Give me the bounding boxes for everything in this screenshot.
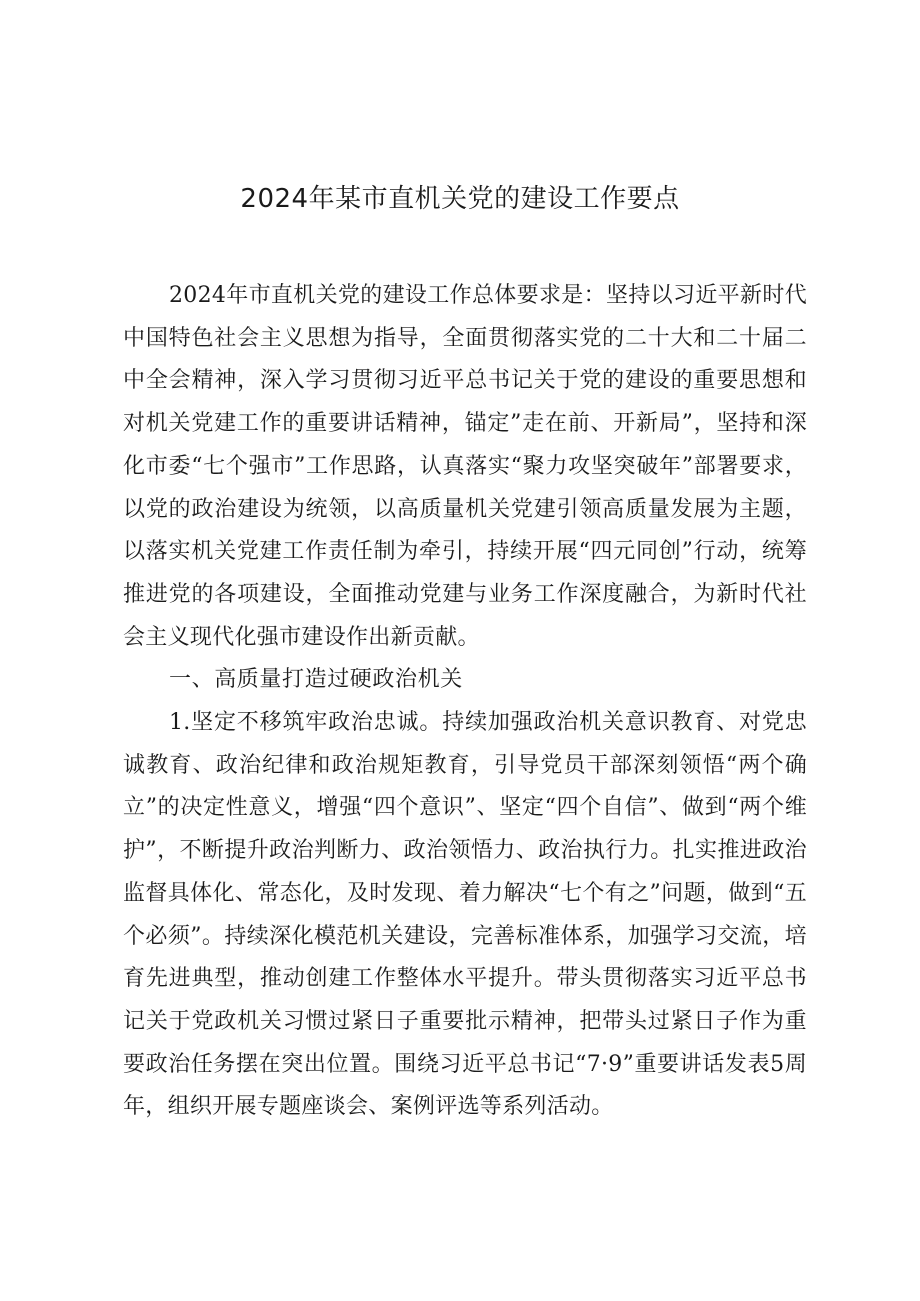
document-title: 2024年某市直机关党的建设工作要点 [240, 184, 680, 214]
intro-paragraph: 2024年市直机关党的建设工作总体要求是：坚持以习近平新时代中国特色社会主义思想为指导，全面贯彻落实党的二十大和二十届二中全会精神，深入学习贯彻习近平总书记关于党的建设的重要思想和对机关党建工作的重要讲话精神，锚定”走在前、开新局”，坚持和深化市委“七个强市”工作思路，认真落实“聚力攻坚突破年”部署要求，以党的政治建设为统领，以高质量机关党建引领高质量发展为主题，以落实机关党建工作责任制为牵引，持续开展“四元同创”行动，统筹推进党的各项建设，全面推动党建与业务工作深度融合，为新时代社会主义现代化强市建设作出新贡献。 [123, 283, 807, 650]
document-body [123, 275, 807, 1129]
item-paragraph-1: 1.坚定不移筑牢政治忠诚。持续加强政治机关意识教育、对党忠诚教育、政治纪律和政治规矩教育，引导党员干部深刻领悟“两个确立”的决定性意义，增强“四个意识”、坚定“四个自信”、做到“两个维护”，不断提升政治判断力、政治领悟力、政治执行力。扎实推进政治监督具体化、常态化，及时发现、着力解决“七个有之”问题，做到“五个必须”。持续深化模范机关建设，完善标准体系，加强学习交流，培育先进典型，推动创建工作整体水平提升。带头贯彻落实习近平总书记关于党政机关习惯过紧日子重要批示精神，把带头过紧日子作为重要政治任务摆在突出位置。围绕习近平总书记“7·9”重要讲话发表5周年，组织开展专题座谈会、案例评选等系列活动。 [123, 710, 807, 1120]
section-heading-1: 一、高质量打造过硬政治机关 [169, 667, 463, 693]
